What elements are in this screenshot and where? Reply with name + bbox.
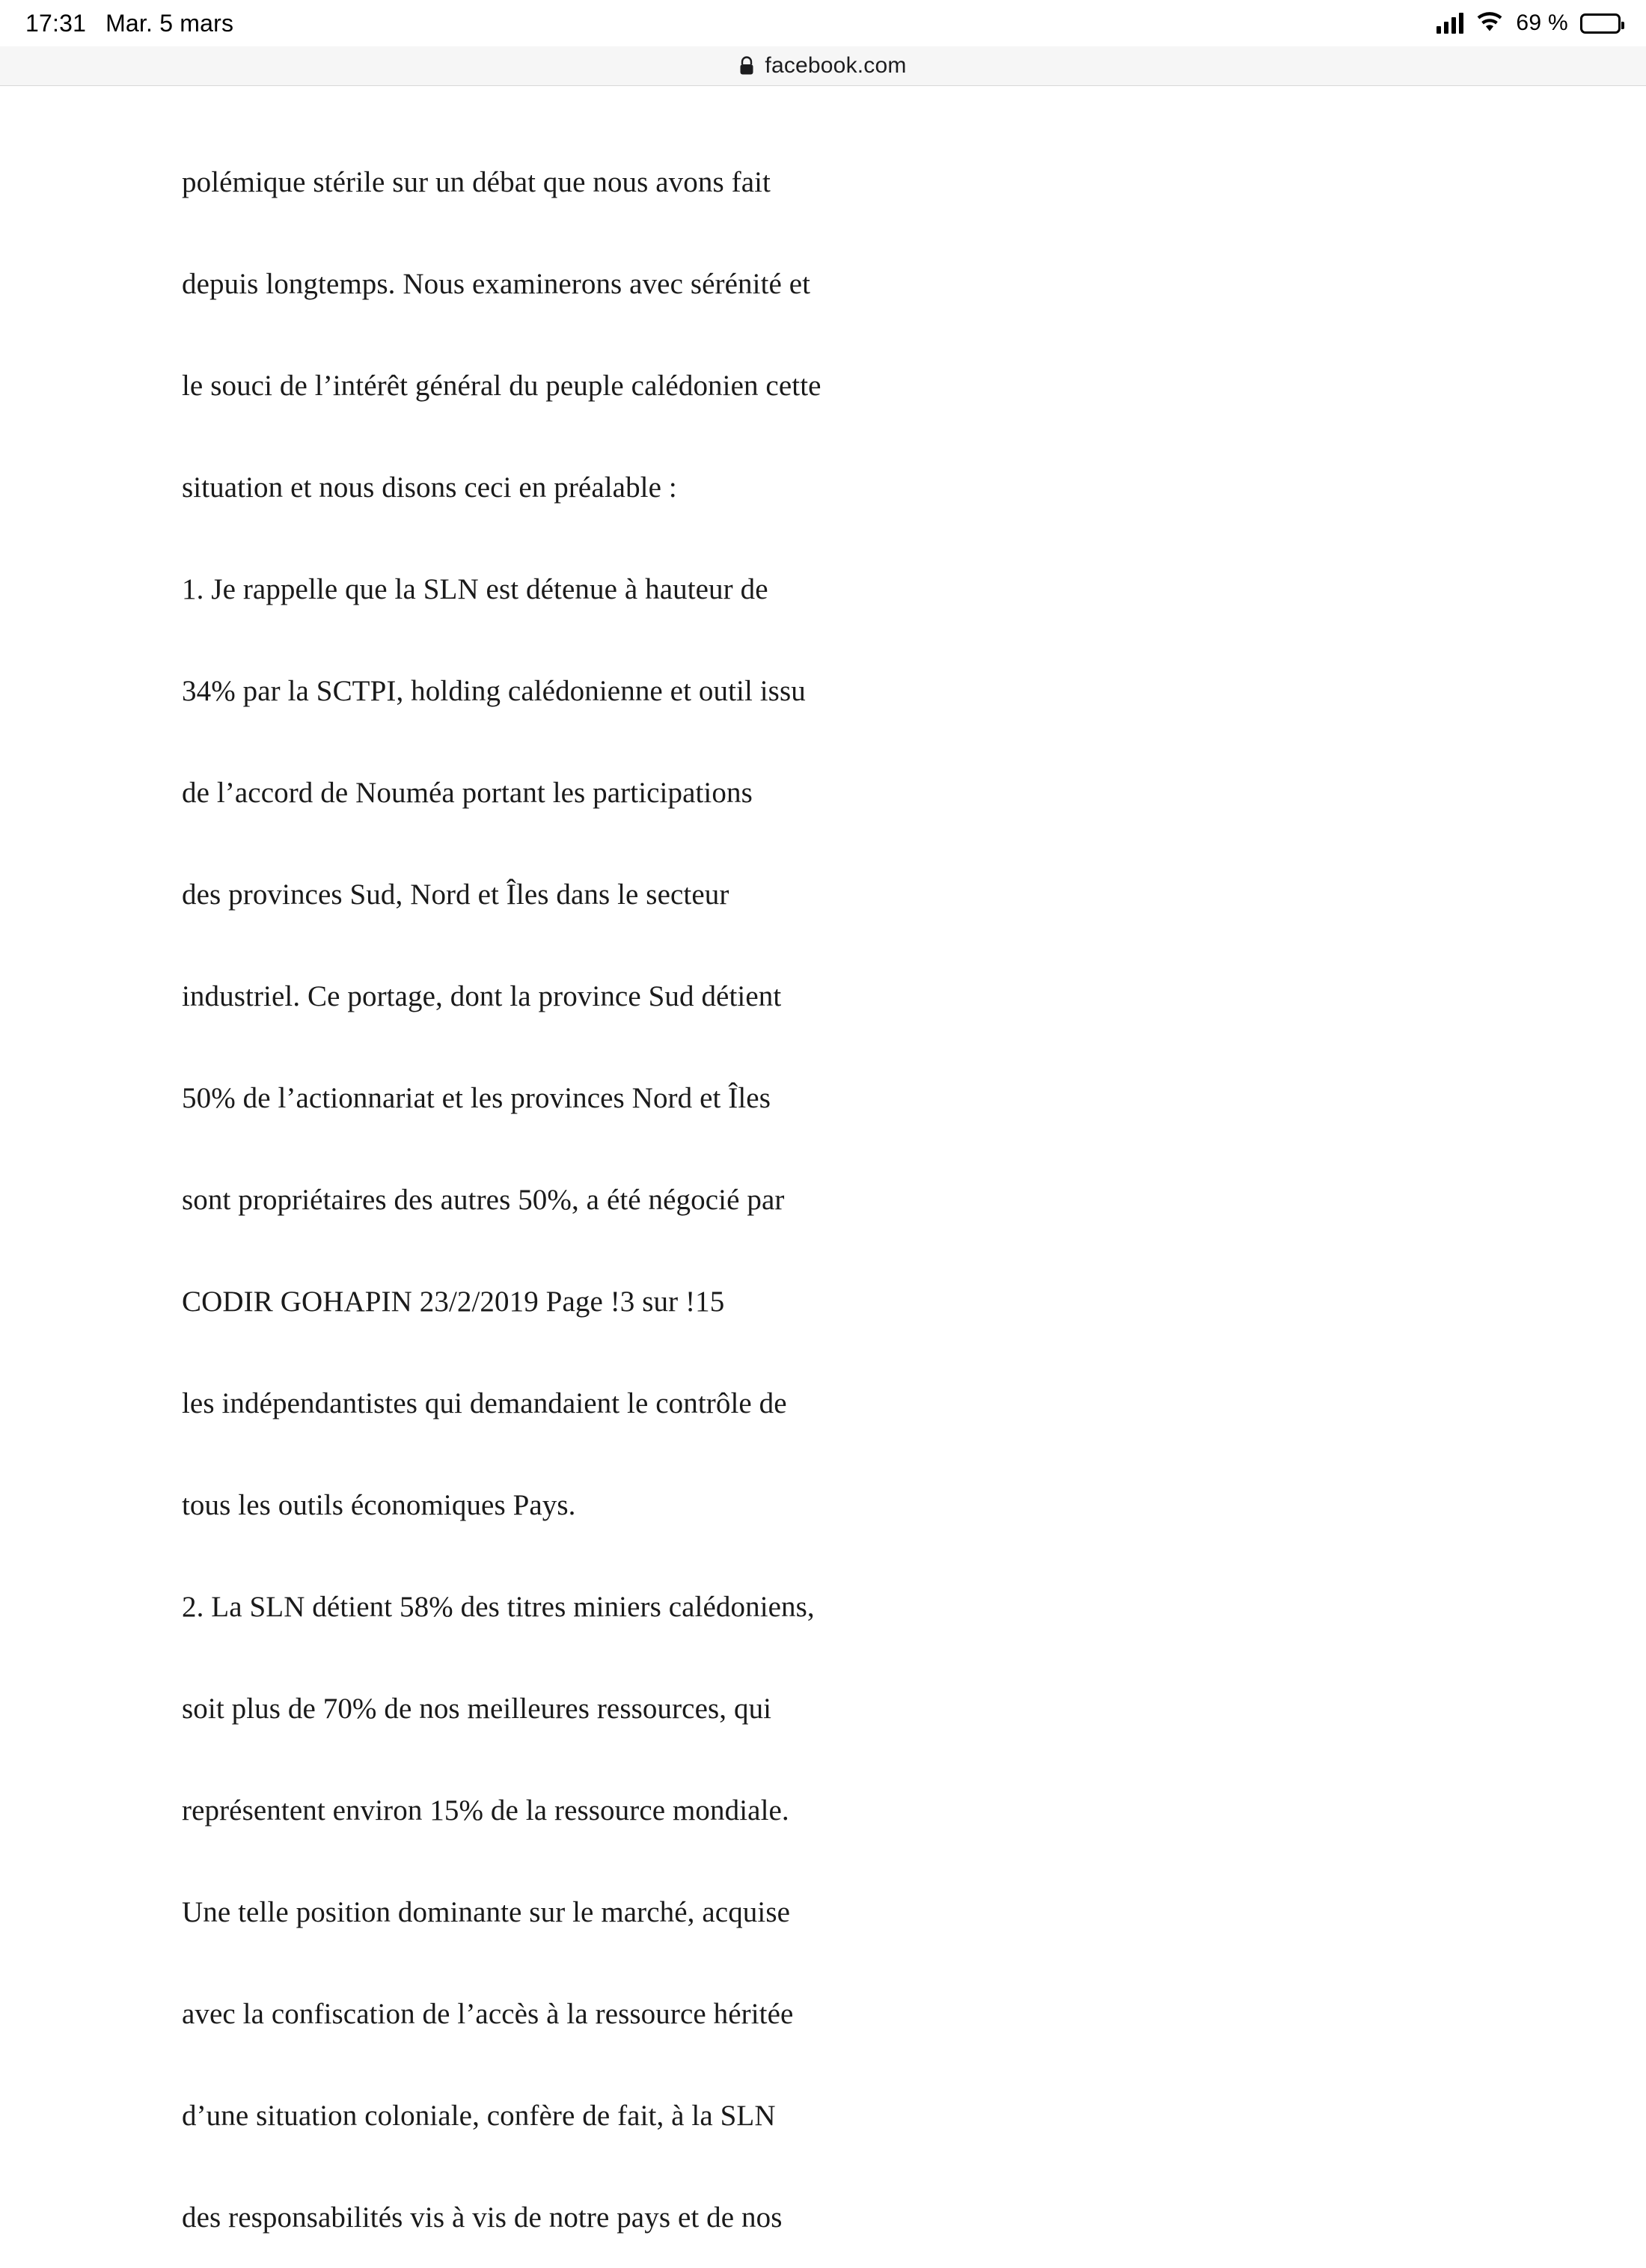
- battery-icon: [1580, 13, 1621, 34]
- document-line: 50% de l’actionnariat et les provinces Nord et Îles: [182, 1081, 771, 1114]
- document-line: 2. La SLN détient 58% des titres miniers calédoniens,: [182, 1590, 815, 1623]
- document-line: Une telle position dominante sur le marché, acquise: [182, 1895, 791, 1928]
- document-line: avec la confiscation de l’accès à la ressource héritée: [182, 1997, 794, 2030]
- lock-icon: [739, 56, 754, 76]
- document-line: le souci de l’intérêt général du peuple calédonien cette: [182, 369, 822, 402]
- status-bar-left: [25, 10, 233, 37]
- document-line: situation et nous disons ceci en préalable :: [182, 471, 677, 504]
- battery-percent-label: 69 %: [1516, 10, 1568, 35]
- wifi-icon: [1475, 13, 1504, 34]
- document-line: les indépendantistes qui demandaient le contrôle de: [182, 1387, 787, 1419]
- document-content: [0, 86, 1646, 2234]
- document-line: 1. Je rappelle que la SLN est détenue à hauteur de: [182, 572, 768, 605]
- status-bar-right: [1437, 10, 1621, 36]
- document-line: d’une situation coloniale, confère de fait, à la SLN: [182, 2099, 776, 2132]
- document-line: tous les outils économiques Pays.: [182, 1488, 576, 1521]
- document-line: sont propriétaires des autres 50%, a été négocié par: [182, 1183, 785, 1216]
- status-date: Mar. 5 mars: [105, 9, 234, 37]
- document-line: des provinces Sud, Nord et Îles dans le secteur: [182, 878, 729, 911]
- document-line: polémique stérile sur un débat que nous avons fait: [182, 165, 771, 198]
- signal-bars-icon: [1437, 13, 1463, 34]
- document-line: représentent environ 15% de la ressource mondiale.: [182, 1794, 789, 1827]
- document-line: industriel. Ce portage, dont la province Sud détient: [182, 979, 782, 1012]
- browser-url-bar[interactable]: [0, 46, 1646, 86]
- status-time: 17:31: [25, 9, 87, 37]
- url-text: facebook.com: [765, 53, 907, 78]
- document-line: depuis longtemps. Nous examinerons avec sérénité et: [182, 267, 811, 300]
- document-line: 34% par la SCTPI, holding calédonienne et outil issu: [182, 674, 806, 707]
- document-line: CODIR GOHAPIN 23/2/2019 Page !3 sur !15: [182, 1285, 725, 1318]
- document-line: des responsabilités vis à vis de notre pays et de nos: [182, 2201, 783, 2234]
- document-line: de l’accord de Nouméa portant les participations: [182, 776, 753, 809]
- document-line: soit plus de 70% de nos meilleures ressources, qui: [182, 1692, 772, 1725]
- status-bar: [0, 0, 1646, 46]
